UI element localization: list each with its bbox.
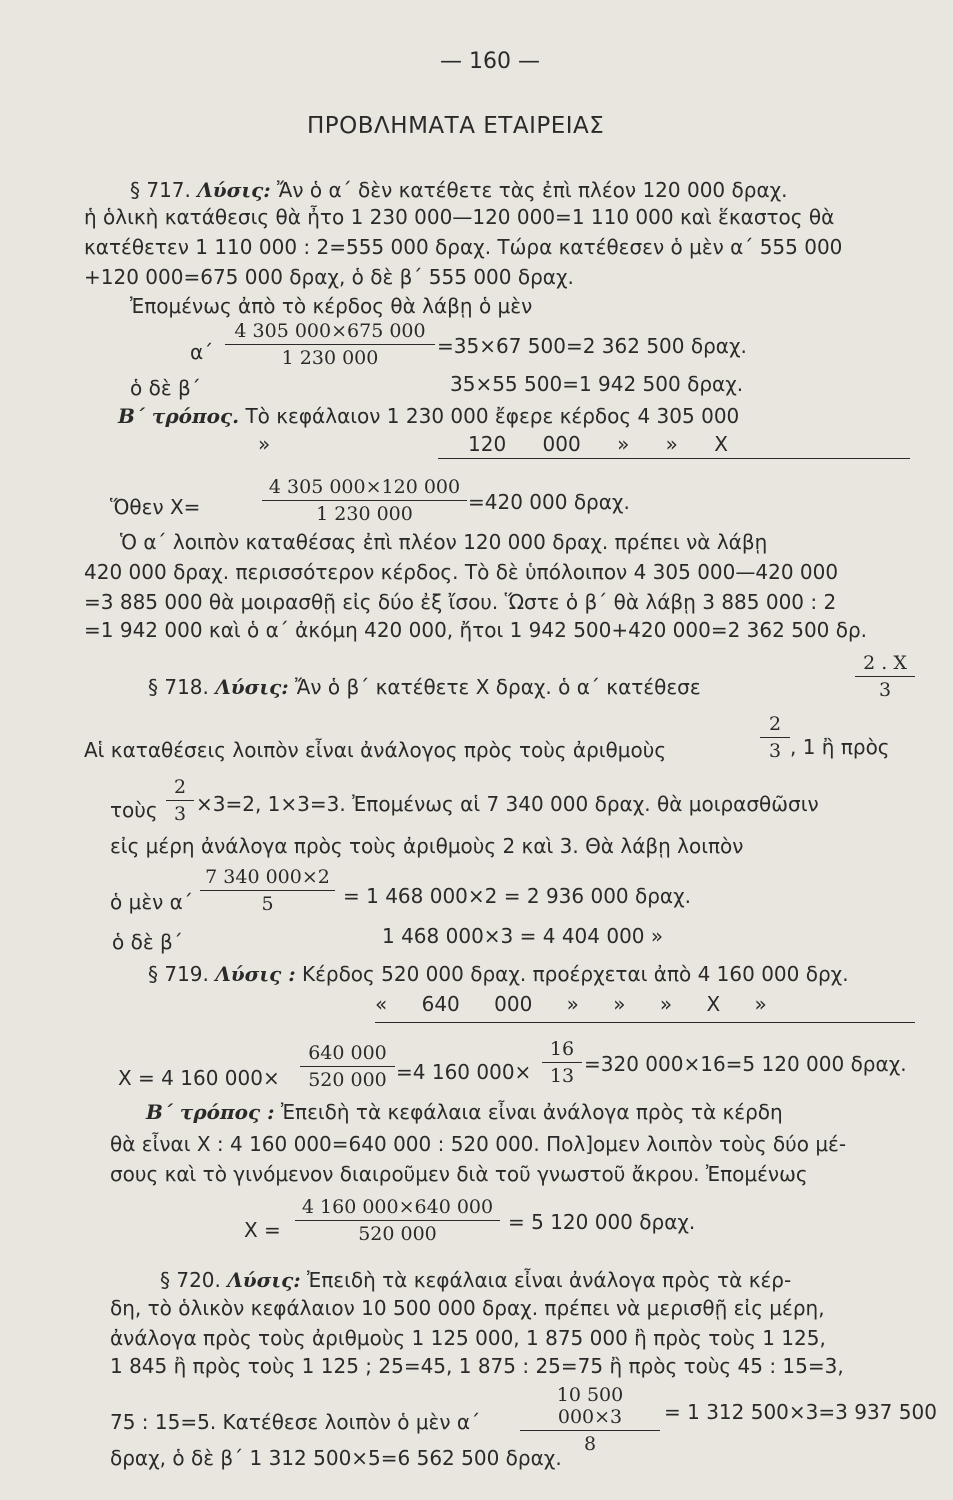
section-719-result: =320 000×16=5 120 000 δραχ. bbox=[584, 1052, 907, 1076]
section-717-label: § 717. bbox=[130, 178, 191, 202]
fraction-718-1 bbox=[855, 652, 915, 701]
fraction-717-1-denominator: 1 230 000 bbox=[281, 347, 379, 369]
fraction-719-3-denominator: 520 000 bbox=[358, 1223, 437, 1245]
section-720-line-5b: = 1 312 500×3=3 937 500 bbox=[664, 1400, 937, 1424]
second-method-text: Τὸ κεφάλαιον 1 230 000 ἔφερε κέρδος 4 305 000 bbox=[245, 404, 740, 428]
section-718-line-2: Αἱ καταθέσεις λοιπὸν εἶναι ἀνάλογος πρὸς τοὺς ἀριθμοὺς bbox=[84, 738, 667, 762]
second-method-label: Β΄ τρόπος. bbox=[118, 404, 240, 428]
section-719-row-2: « 640 000 » » » X » bbox=[375, 992, 767, 1016]
section-719-text-3: σους καὶ τὸ γινόμενον διαιροῦμεν διὰ τοῦ γνωστοῦ ἄκρου. Ἐπομένως bbox=[110, 1162, 808, 1186]
section-718-line-3a: τοὺς bbox=[110, 798, 158, 822]
alpha-share-result: = 1 468 000×2 = 2 936 000 δραχ. bbox=[343, 884, 692, 908]
page-number: — 160 — bbox=[440, 49, 540, 74]
section-719-method-2 bbox=[146, 1100, 783, 1124]
page-title: ΠΡΟΒΛΗΜΑΤΑ ΕΤΑΙΡΕΙΑΣ bbox=[307, 113, 605, 139]
fraction-717-1-result: =35×67 500=2 362 500 δραχ. bbox=[437, 334, 747, 358]
section-717-header bbox=[130, 178, 788, 202]
fraction-719-1 bbox=[300, 1042, 395, 1091]
proportion-rule bbox=[438, 458, 910, 459]
section-717-line-4: +120 000=675 000 δραχ, ὁ δὲ β΄ 555 000 δραχ. bbox=[84, 265, 574, 289]
section-717-line-3: κατέθετεν 1 110 000 : 2=555 000 δραχ. Τώρα κατέθεσεν ὁ μὲν α΄ 555 000 bbox=[84, 235, 843, 259]
section-720-line-2: δη, τὸ ὁλικὸν κεφάλαιον 10 500 000 δραχ. πρέπει νὰ μερισθῇ εἰς μέρη, bbox=[110, 1296, 825, 1320]
beta-label: ὁ δὲ β΄ bbox=[130, 376, 201, 400]
fraction-719-1-numerator: 640 000 bbox=[300, 1042, 395, 1067]
section-719-header bbox=[148, 962, 849, 986]
section-720-line-1: Ἐπειδὴ τὰ κεφάλαια εἶναι ἀνάλογα πρὸς τὰ κέρ- bbox=[307, 1268, 792, 1292]
fraction-719-2-numerator: 16 bbox=[542, 1038, 582, 1063]
section-719-x-equals: X = 4 160 000× bbox=[118, 1066, 280, 1090]
fraction-719-3-numerator: 4 160 000×640 000 bbox=[295, 1196, 500, 1221]
alpha-share-label: ὁ μὲν α΄ bbox=[110, 890, 193, 914]
section-718-line-3b: ×3=2, 1×3=3. Ἐπομένως αἱ 7 340 000 δραχ. θὰ μοιρασθῶσιν bbox=[196, 792, 819, 816]
section-719-text-2: θὰ εἶναι X : 4 160 000=640 000 : 520 000. Πολ]ομεν λοιπὸν τοὺς δύο μέ- bbox=[110, 1132, 847, 1156]
alpha-label: α΄ bbox=[190, 340, 214, 364]
fraction-717-2-numerator: 4 305 000×120 000 bbox=[262, 476, 467, 501]
fraction-718-2-denominator: 3 bbox=[768, 740, 782, 762]
fraction-720-1-denominator: 8 bbox=[583, 1433, 597, 1455]
section-720-label: § 720. bbox=[160, 1268, 221, 1292]
section-720-header bbox=[160, 1268, 791, 1292]
section-717-para-1: Ὁ α΄ λοιπὸν καταθέσας ἐπὶ πλέον 120 000 δραχ. πρέπει νὰ λάβῃ bbox=[120, 530, 768, 554]
fraction-718-2 bbox=[760, 713, 790, 762]
fraction-717-1 bbox=[225, 320, 435, 369]
fraction-718-1-numerator: 2 . X bbox=[855, 652, 915, 677]
ditto-mark: » bbox=[258, 432, 271, 456]
section-718-line-1: Ἄν ὁ β΄ κατέθετε X δραχ. ὁ α΄ κατέθεσε bbox=[295, 675, 701, 699]
fraction-719-2 bbox=[542, 1038, 582, 1087]
section-717-line-5: Ἐπομένως ἀπὸ τὸ κέρδος θὰ λάβῃ ὁ μὲν bbox=[130, 294, 533, 318]
section-718-line-2b: , 1 ἢ πρὸς bbox=[790, 735, 890, 759]
proportion-row-2: 120 000 » » X bbox=[468, 432, 728, 456]
fraction-718-3-numerator: 2 bbox=[166, 776, 194, 801]
section-718-header bbox=[148, 675, 701, 699]
section-719-method-2-text: Ἐπειδὴ τὰ κεφάλαια εἶναι ἀνάλογα πρὸς τὰ κέρδη bbox=[280, 1100, 783, 1124]
section-718-line-4: εἰς μέρη ἀνάλογα πρὸς τοὺς ἀριθμοὺς 2 καὶ 3. Θὰ λάβῃ λοιπὸν bbox=[110, 834, 744, 858]
fraction-718-4-denominator: 5 bbox=[261, 893, 274, 915]
fraction-720-1-numerator: 10 500 000×3 bbox=[520, 1384, 660, 1431]
section-719-label: § 719. bbox=[148, 962, 209, 986]
section-719-method-2-label: Β΄ τρόπος : bbox=[146, 1100, 275, 1124]
section-719-rule bbox=[375, 1022, 915, 1023]
fraction-720-1 bbox=[520, 1384, 660, 1455]
fraction-717-2 bbox=[262, 476, 467, 525]
section-719-result-2: = 5 120 000 δραχ. bbox=[508, 1210, 696, 1234]
fraction-717-2-denominator: 1 230 000 bbox=[316, 503, 413, 525]
section-719-mid: =4 160 000× bbox=[396, 1060, 532, 1084]
section-720-line-6: δραχ, ὁ δὲ β΄ 1 312 500×5=6 562 500 δραχ. bbox=[110, 1446, 562, 1470]
fraction-717-1-numerator: 4 305 000×675 000 bbox=[225, 320, 435, 345]
section-720-lusis: Λύσις: bbox=[227, 1268, 301, 1292]
fraction-719-1-denominator: 520 000 bbox=[308, 1069, 387, 1091]
fraction-719-2-denominator: 13 bbox=[549, 1065, 575, 1087]
therefore-x: Ὅθεν X= bbox=[110, 495, 201, 519]
section-717-para-4: =1 942 000 καὶ ὁ α΄ ἀκόμη 420 000, ἤτοι 1 942 500+420 000=2 362 500 δρ. bbox=[84, 618, 868, 642]
fraction-719-3 bbox=[295, 1196, 500, 1245]
section-717-line-2: ἡ ὁλικὴ κατάθεσις θὰ ἦτο 1 230 000—120 000=1 110 000 καὶ ἕκαστος θὰ bbox=[84, 205, 835, 229]
fraction-718-2-numerator: 2 bbox=[760, 713, 790, 738]
fraction-718-1-denominator: 3 bbox=[878, 679, 892, 701]
section-717-para-3: =3 885 000 θὰ μοιρασθῇ εἰς δύο ἐξ ἴσου. Ὥστε ὁ β΄ θὰ λάβῃ 3 885 000 : 2 bbox=[84, 590, 837, 614]
section-720-line-5: 75 : 15=5. Κατέθεσε λοιπὸν ὁ μὲν α΄ bbox=[110, 1410, 481, 1434]
fraction-718-4 bbox=[200, 866, 335, 915]
beta-share-result: 1 468 000×3 = 4 404 000 » bbox=[382, 924, 664, 948]
section-719-lusis: Λύσις : bbox=[215, 962, 296, 986]
section-717-lusis: Λύσις: bbox=[197, 178, 271, 202]
section-717-line-1: Ἄν ὁ α΄ δὲν κατέθετε τὰς ἐπὶ πλέον 120 000 δραχ. bbox=[277, 178, 788, 202]
beta-result: 35×55 500=1 942 500 δραχ. bbox=[450, 372, 744, 396]
section-718-lusis: Λύσις: bbox=[215, 675, 289, 699]
section-719-x2: X = bbox=[244, 1218, 281, 1242]
fraction-718-3 bbox=[166, 776, 194, 825]
fraction-717-2-result: =420 000 δραχ. bbox=[468, 490, 630, 514]
fraction-718-3-denominator: 3 bbox=[173, 803, 187, 825]
second-method-line bbox=[118, 404, 739, 428]
section-718-label: § 718. bbox=[148, 675, 209, 699]
section-717-para-2: 420 000 δραχ. περισσότερον κέρδος. Τὸ δὲ ὑπόλοιπον 4 305 000—420 000 bbox=[84, 560, 839, 584]
beta-share-label: ὁ δὲ β΄ bbox=[112, 930, 183, 954]
section-720-line-4: 1 845 ἢ πρὸς τοὺς 1 125 ; 25=45, 1 875 : 25=75 ἢ πρὸς τοὺς 45 : 15=3, bbox=[110, 1354, 844, 1378]
section-719-line-1: Κέρδος 520 000 δραχ. προέρχεται ἀπὸ 4 160 000 δρχ. bbox=[301, 962, 849, 986]
fraction-718-4-numerator: 7 340 000×2 bbox=[200, 866, 335, 891]
section-720-line-3: ἀνάλογα πρὸς τοὺς ἀριθμοὺς 1 125 000, 1 875 000 ἢ πρὸς τοὺς 1 125, bbox=[110, 1326, 826, 1350]
